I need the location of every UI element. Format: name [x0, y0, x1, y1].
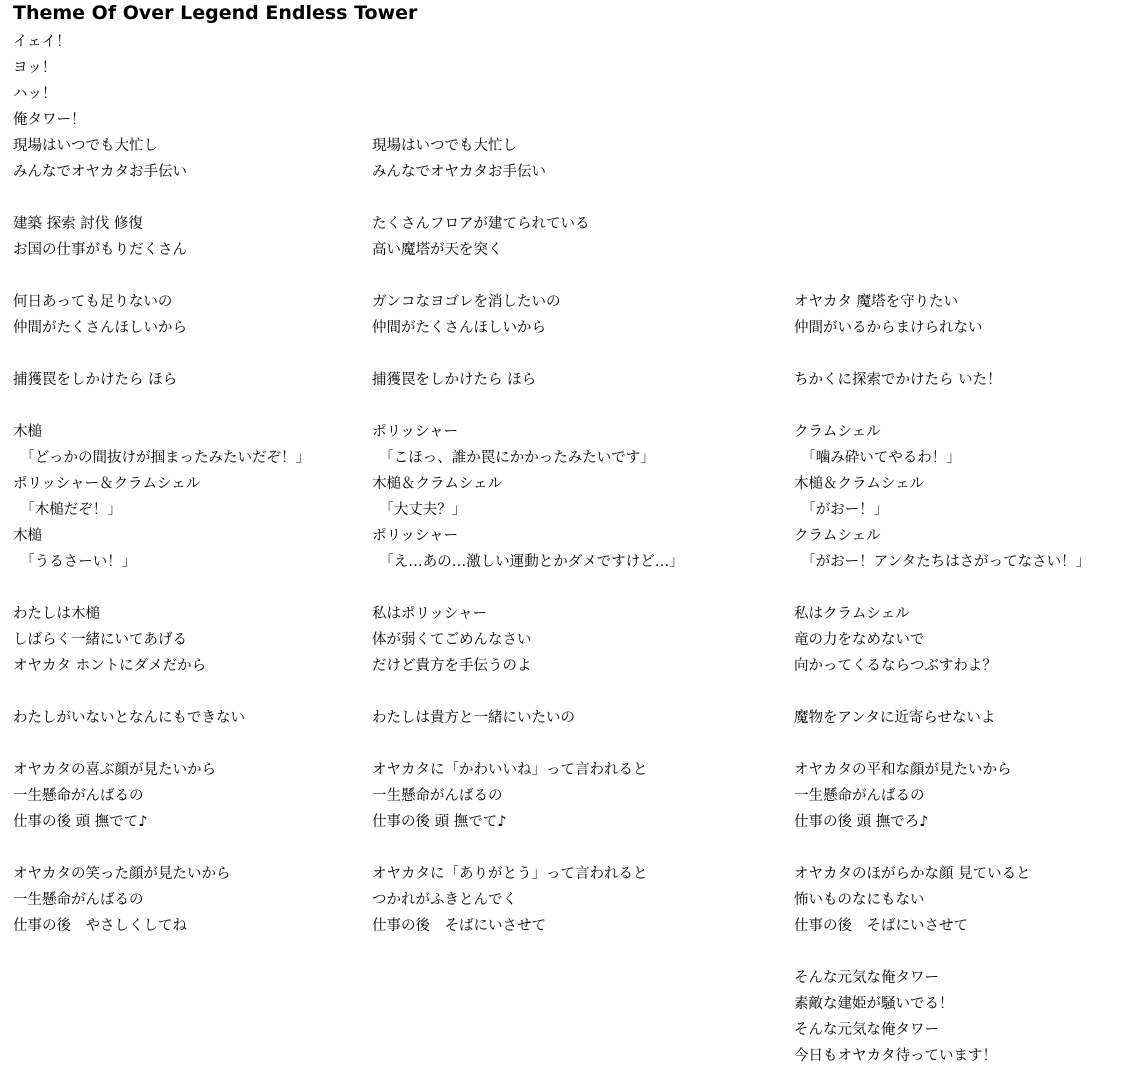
lyric-line: ポリッシャー — [372, 424, 459, 440]
lyric-line: オヤカタのほがらかな顔 見ていると — [794, 866, 1031, 882]
lyric-line: 木槌＆クラムシェル — [372, 476, 503, 492]
blank-line — [372, 393, 684, 419]
lyric-line: 捕獲罠をしかけたら ほら — [13, 372, 178, 388]
blank-line — [794, 81, 1090, 107]
lyric-line: 何日あっても足りないの — [13, 294, 173, 310]
lyric-line: 「がおー！」 — [794, 502, 889, 518]
lyric-line: 建築 探索 討伐 修復 — [13, 216, 143, 232]
lyrics-column-2 — [372, 29, 684, 939]
lyric-line: だけど貴方を手伝うのよ — [372, 658, 532, 674]
lyric-line: ヨッ！ — [13, 60, 57, 76]
lyric-line: オヤカタ 魔塔を守りたい — [794, 294, 959, 310]
lyric-line: みんなでオヤカタお手伝い — [372, 164, 546, 180]
blank-line — [372, 835, 684, 861]
lyric-line: 竜の力をなめないで — [794, 632, 925, 648]
blank-line — [372, 341, 684, 367]
lyric-line: ポリッシャー — [372, 528, 459, 544]
lyric-line: 「木槌だぞ！」 — [13, 502, 122, 518]
lyric-line: クラムシェル — [794, 424, 881, 440]
lyric-line: 仲間がたくさんほしいから — [13, 320, 187, 336]
lyric-line: 一生懸命がんばるの — [794, 788, 925, 804]
blank-line — [13, 731, 310, 757]
lyrics-column-1 — [13, 29, 310, 939]
blank-line — [13, 185, 310, 211]
lyric-line: わたしは貴方と一緒にいたいの — [372, 710, 575, 726]
blank-line — [13, 575, 310, 601]
blank-line — [794, 341, 1090, 367]
lyric-line: イェイ！ — [13, 34, 71, 50]
lyric-line: 仕事の後 やさしくしてね — [13, 918, 187, 934]
lyric-line: 私はポリッシャー — [372, 606, 488, 622]
lyric-line: しばらく一緒にいてあげる — [13, 632, 187, 648]
blank-line — [372, 55, 684, 81]
lyric-line: 仲間がいるからまけられない — [794, 320, 983, 336]
blank-line — [794, 29, 1090, 55]
blank-line — [794, 55, 1090, 81]
lyric-line: 仕事の後 そばにいさせて — [372, 918, 546, 934]
lyric-line: オヤカタの平和な顔が見たいから — [794, 762, 1012, 778]
lyric-line: 仕事の後 頭 撫でろ♪ — [794, 814, 929, 830]
blank-line — [794, 133, 1090, 159]
blank-line — [794, 679, 1090, 705]
page-title: Theme Of Over Legend Endless Tower — [13, 2, 418, 24]
lyric-line: 一生懸命がんばるの — [13, 788, 144, 804]
blank-line — [794, 237, 1090, 263]
lyric-line: 現場はいつでも大忙し — [13, 138, 158, 154]
blank-line — [794, 731, 1090, 757]
lyric-line: 「がおー！アンタたちはさがってなさい！」 — [794, 554, 1091, 570]
lyric-line: そんな元気な俺タワー — [794, 970, 939, 986]
lyric-line: わたしがいないとなんにもできない — [13, 710, 245, 726]
blank-line — [13, 263, 310, 289]
lyrics-column-3 — [794, 29, 1090, 1069]
blank-line — [13, 341, 310, 367]
lyric-line: たくさんフロアが建てられている — [372, 216, 590, 232]
lyric-line: お国の仕事がもりだくさん — [13, 242, 187, 258]
lyric-line: 一生懸命がんばるの — [372, 788, 503, 804]
blank-line — [794, 159, 1090, 185]
lyric-line: ガンコなヨゴレを消したいの — [372, 294, 561, 310]
lyric-line: オヤカタに「ありがとう」って言われると — [372, 866, 648, 882]
lyric-line: オヤカタ ホントにダメだから — [13, 658, 207, 674]
lyric-line: みんなでオヤカタお手伝い — [13, 164, 187, 180]
lyric-line: 向かってくるならつぶすわよ？ — [794, 658, 997, 674]
lyric-line: 「こほっ、誰か罠にかかったみたいです」 — [372, 450, 655, 466]
lyric-line: つかれがふきとんでく — [372, 892, 517, 908]
lyric-line: 現場はいつでも大忙し — [372, 138, 517, 154]
lyric-line: 仕事の後 頭 撫でて♪ — [13, 814, 148, 830]
lyric-line: オヤカタに「かわいいね」って言われると — [372, 762, 648, 778]
lyric-line: 「うるさーい！」 — [13, 554, 137, 570]
lyric-line: 魔物をアンタに近寄らせないよ — [794, 710, 996, 726]
lyric-line: 木槌＆クラムシェル — [794, 476, 925, 492]
blank-line — [372, 575, 684, 601]
lyric-line: オヤカタの笑った顔が見たいから — [13, 866, 231, 882]
lyric-line: 一生懸命がんばるの — [13, 892, 144, 908]
blank-line — [794, 939, 1090, 965]
blank-line — [372, 107, 684, 133]
lyric-line: ポリッシャー＆クラムシェル — [13, 476, 201, 492]
lyric-line: そんな元気な俺タワー — [794, 1022, 939, 1038]
blank-line — [794, 393, 1090, 419]
blank-line — [794, 575, 1090, 601]
lyric-line: オヤカタの喜ぶ顔が見たいから — [13, 762, 216, 778]
lyric-line: 仲間がたくさんほしいから — [372, 320, 546, 336]
lyric-line: 高い魔塔が天を突く — [372, 242, 503, 258]
blank-line — [372, 731, 684, 757]
lyric-line: ちかくに探索でかけたら いた！ — [794, 372, 1002, 388]
blank-line — [794, 835, 1090, 861]
lyric-line: 「どっかの間抜けが掴まったみたいだぞ！」 — [13, 450, 310, 466]
lyric-line: 仕事の後 頭 撫でて♪ — [372, 814, 507, 830]
blank-line — [372, 81, 684, 107]
blank-line — [794, 211, 1090, 237]
lyric-line: 「え…あの…激しい運動とかダメですけど…」 — [372, 554, 684, 570]
blank-line — [372, 185, 684, 211]
blank-line — [794, 185, 1090, 211]
blank-line — [13, 835, 310, 861]
blank-line — [794, 107, 1090, 133]
lyric-line: 木槌 — [13, 528, 42, 544]
blank-line — [794, 263, 1090, 289]
blank-line — [372, 29, 684, 55]
lyric-line: 今日もオヤカタ待っています！ — [794, 1048, 997, 1064]
lyric-line: わたしは木槌 — [13, 606, 100, 622]
lyric-line: クラムシェル — [794, 528, 881, 544]
lyric-line: 怖いものなにもない — [794, 892, 925, 908]
lyric-line: ハッ！ — [13, 86, 57, 102]
lyric-line: 素敵な建姫が騒いでる！ — [794, 996, 954, 1012]
lyric-line: 木槌 — [13, 424, 42, 440]
lyric-line: 「大丈夫？」 — [372, 502, 467, 518]
blank-line — [372, 263, 684, 289]
blank-line — [13, 393, 310, 419]
lyric-line: 仕事の後 そばにいさせて — [794, 918, 968, 934]
lyric-line: 私はクラムシェル — [794, 606, 910, 622]
lyric-line: 体が弱くてごめんなさい — [372, 632, 532, 648]
lyric-line: 捕獲罠をしかけたら ほら — [372, 372, 537, 388]
blank-line — [372, 679, 684, 705]
lyric-line: 「噛み砕いてやるわ！」 — [794, 450, 961, 466]
blank-line — [13, 679, 310, 705]
lyric-line: 俺タワー！ — [13, 112, 86, 128]
